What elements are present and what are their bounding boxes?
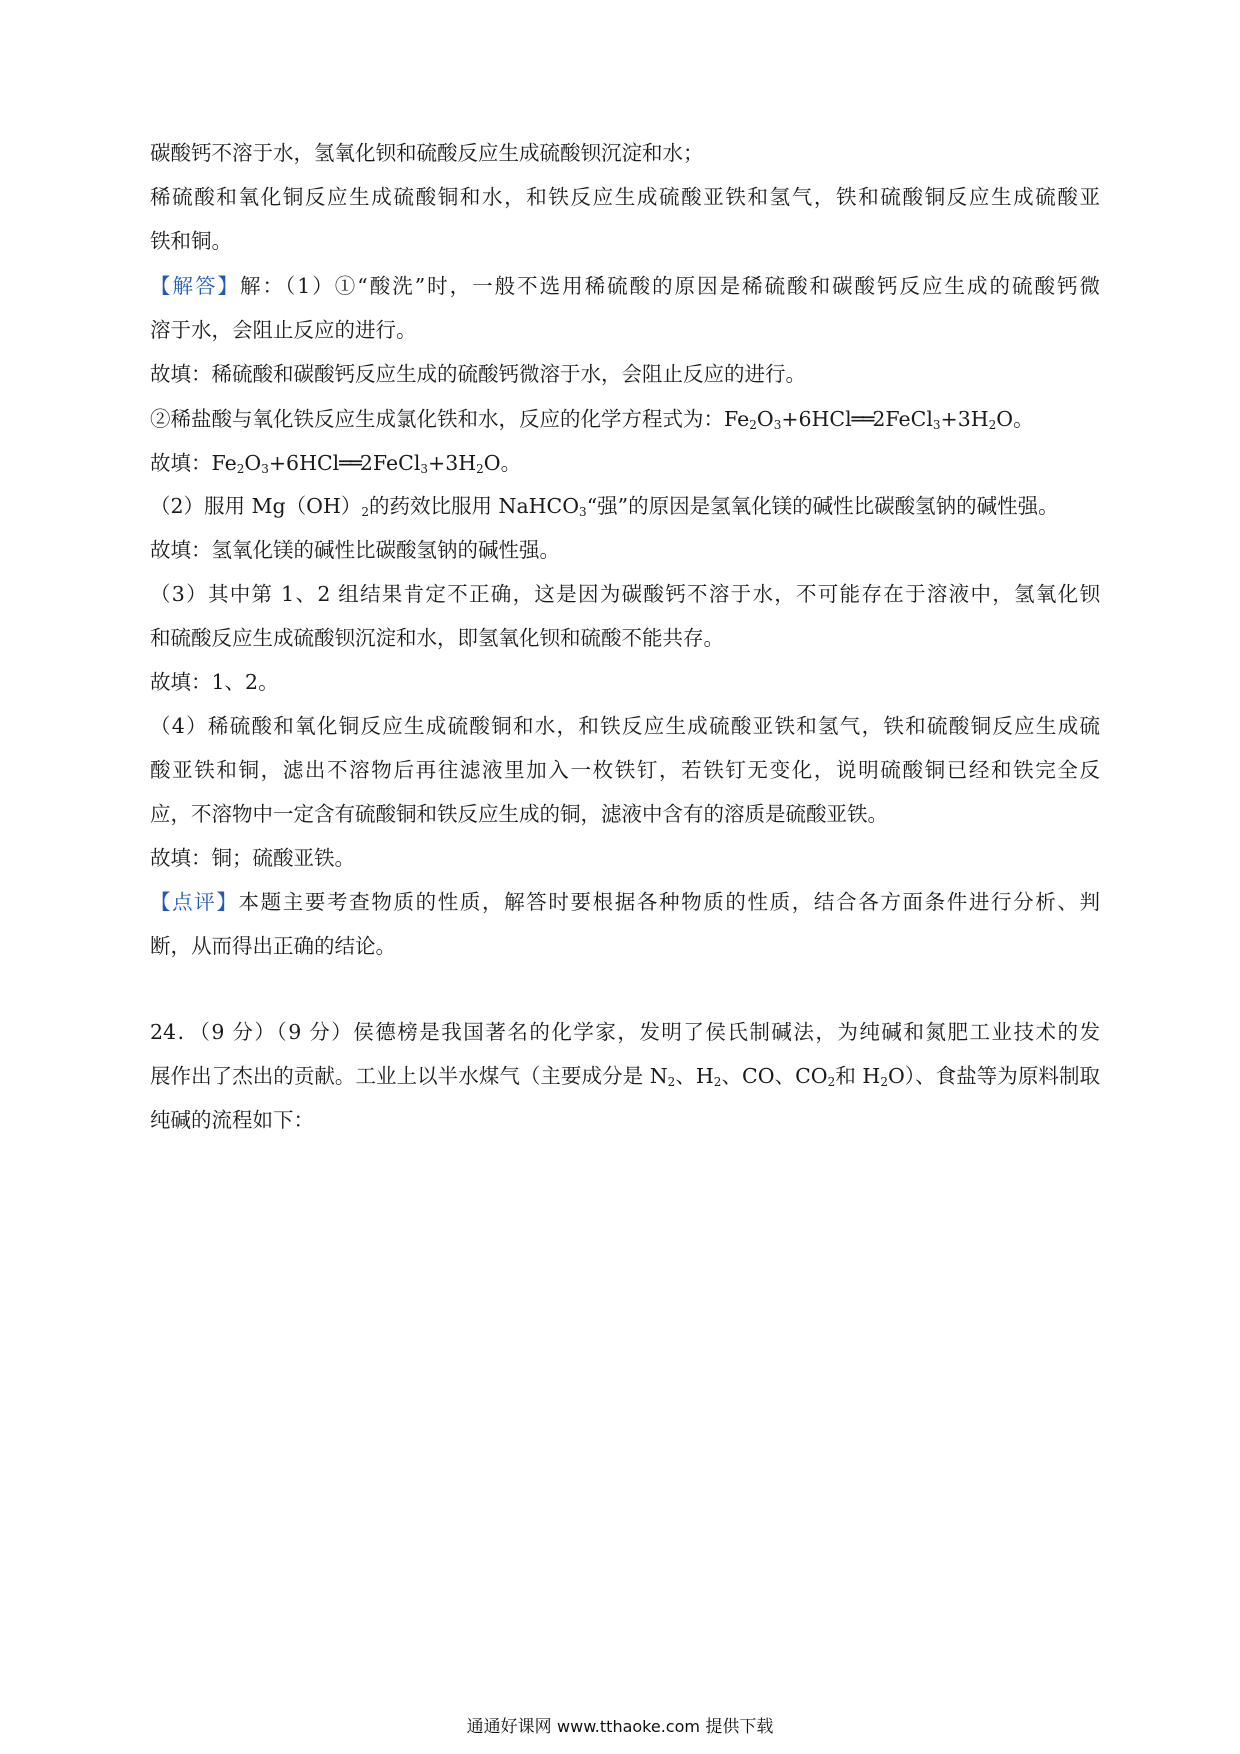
answer-text: 解：（1）①“酸洗”时，一般不选用稀硫酸的原因是稀硫酸和碳酸钙反应生成的硫酸钙微 [239,274,1100,298]
equation-line: 故填：$Fe_2O_3+6HCl══2FeCl_3+3H_2O$。 [150,451,522,476]
text-line: 故填：氢氧化镁的碱性比碳酸氢钠的碱性强。 [150,538,560,562]
question-line: 展作出了杰出的贡献。工业上以半水煤气（主要成分是 $N_2$、$H_2$、CO、$CO_2$和 $H_2O$）、食盐等为原料制取 [150,1064,1100,1089]
text-line: 碳酸钙不溶于水，氢氧化钡和硫酸反应生成硫酸钡沉淀和水； [150,141,704,165]
text-line: 稀硫酸和氧化铜反应生成硫酸铜和水，和铁反应生成硫酸亚铁和氢气，铁和硫酸铜反应生成硫酸亚 [150,185,1100,209]
text-line: 应，不溶物中一定含有硫酸铜和铁反应生成的铜，滤液中含有的溶质是硫酸亚铁。 [150,802,888,826]
text-line: （4）稀硫酸和氧化铜反应生成硫酸铜和水，和铁反应生成硫酸亚铁和氢气，铁和硫酸铜反应生成硫 [150,714,1100,738]
question-line: 纯碱的流程如下： [150,1108,314,1132]
answer-line [150,272,1100,300]
comment-line [150,888,1100,916]
page-footer [0,1715,1240,1739]
text-line: 故填：铜；硫酸亚铁。 [150,846,355,870]
text-line: （3）其中第 1、2 组结果肯定不正确，这是因为碳酸钙不溶于水，不可能存在于溶液中，氢氧化钡 [150,582,1100,606]
text-line: 溶于水，会阻止反应的进行。 [150,318,417,342]
text-line: 酸亚铁和铜，滤出不溶物后再往滤液里加入一枚铁钉，若铁钉无变化，说明硫酸铜已经和铁完全反 [150,758,1100,782]
text-line: 铁和铜。 [150,229,232,253]
equation-line: ②稀盐酸与氧化铁反应生成氯化铁和水，反应的化学方程式为：$Fe_2O_3+6HCl══2FeCl_3+3H_2O$。 [150,407,1034,432]
question-line: 24．（9 分）（9 分）侯德榜是我国著名的化学家，发明了侯氏制碱法，为纯碱和氮肥工业技术的发 [150,1020,1100,1044]
text-line: 和硫酸反应生成硫酸钡沉淀和水，即氢氧化钡和硫酸不能共存。 [150,626,724,650]
text-line: 故填：稀硫酸和碳酸钙反应生成的硫酸钙微溶于水，会阻止反应的进行。 [150,362,806,386]
text-line: （2）服用 $Mg(OH)_2$的药效比服用 NaHCO$_3$“强”的原因是氢氧化镁的碱性比碳酸氢钠的碱性强。 [150,494,1059,519]
answer-tag: 【解答】 [150,274,240,298]
text-line: 故填：1、2。 [150,670,279,694]
comment-tag: 【点评】 [150,890,239,914]
comment-text: 本题主要考查物质的性质，解答时要根据各种物质的性质，结合各方面条件进行分析、判 [238,890,1100,914]
footer-url: www.tthaoke.com [557,1717,700,1736]
footer-site-name: 通通好课网 [466,1717,552,1737]
footer-note: 提供下载 [705,1717,774,1737]
text-line: 断，从而得出正确的结论。 [150,934,396,958]
